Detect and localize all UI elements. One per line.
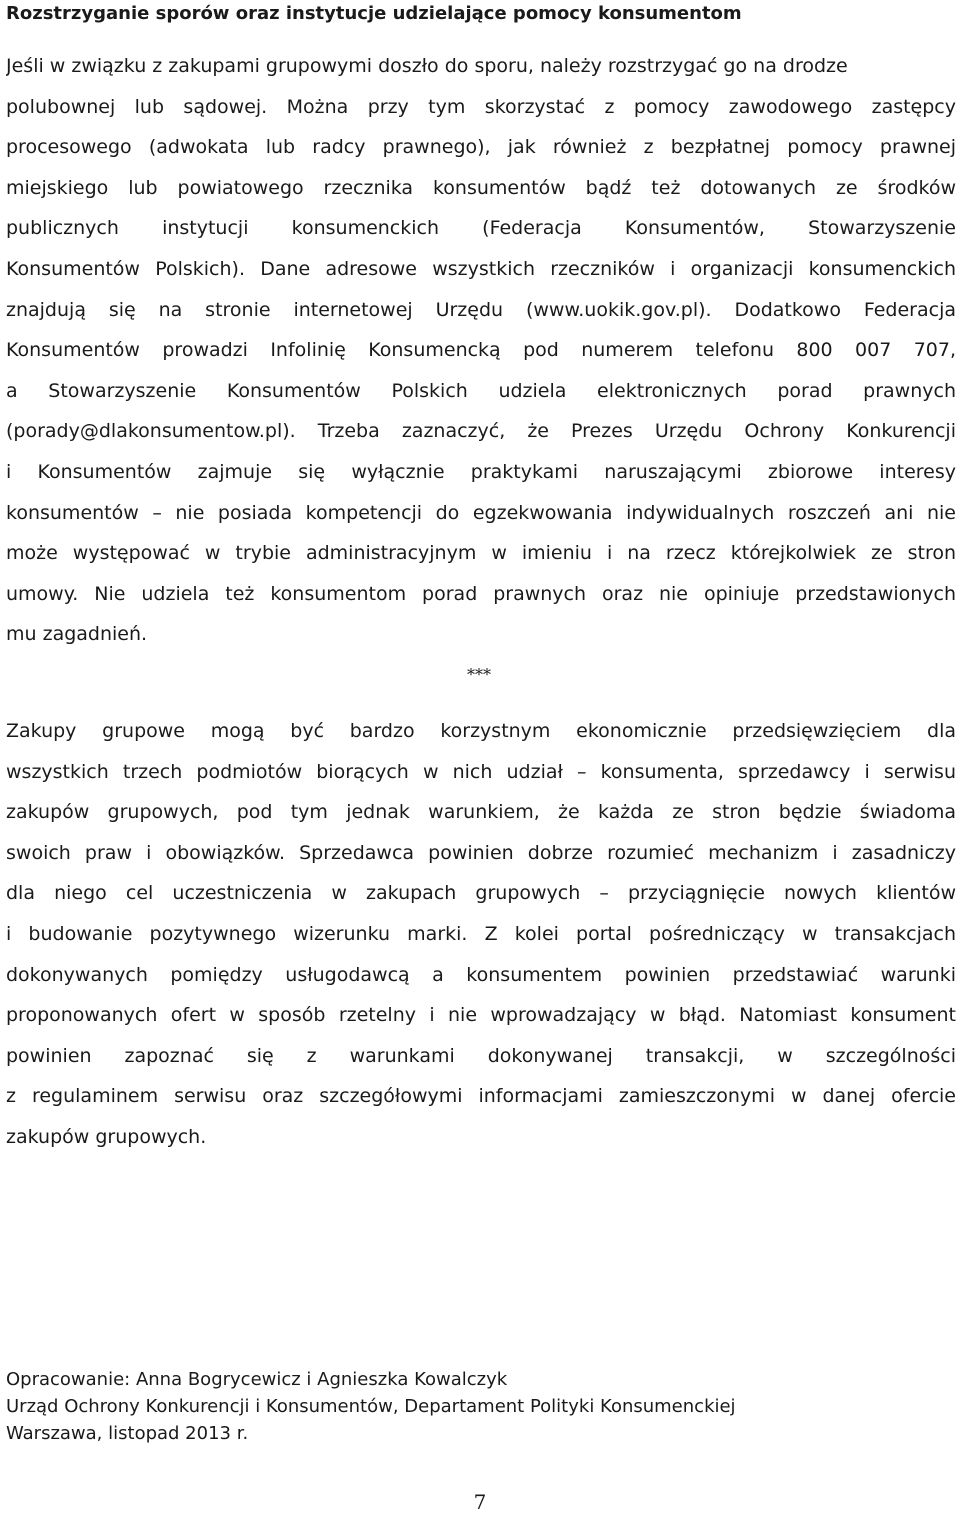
footer-author: Opracowanie: Anna Bogrycewicz i Agnieszka Kowalczyk bbox=[6, 1369, 508, 1390]
paragraph-line: miejskiego lub powiatowego rzecznika konsumentów bądź też dotowanych ze środków bbox=[6, 176, 956, 199]
paragraph-line: a Stowarzyszenie Konsumentów Polskich udziela elektronicznych porad prawnych bbox=[6, 379, 956, 402]
footer-institution: Urząd Ochrony Konkurencji i Konsumentów, Departament Polityki Konsumenckiej bbox=[6, 1396, 736, 1417]
paragraph-dispute-resolution bbox=[6, 46, 956, 655]
paragraph-line: (porady@dlakonsumentow.pl). Trzeba zaznaczyć, że Prezes Urzędu Ochrony Konkurencji bbox=[6, 420, 956, 443]
paragraph-line: Jeśli w związku z zakupami grupowymi doszło do sporu, należy rozstrzygać go na drodze bbox=[6, 55, 848, 77]
paragraph-line: zakupów grupowych, pod tym jednak warunkiem, że każda ze stron będzie świadoma bbox=[6, 801, 956, 824]
paragraph-line: mu zagadnień. bbox=[6, 623, 148, 646]
section-heading: Rozstrzyganie sporów oraz instytucje udzielające pomocy konsumentom bbox=[6, 3, 742, 24]
paragraph-line: Zakupy grupowe mogą być bardzo korzystnym ekonomicznie przedsięwzięciem dla bbox=[6, 720, 956, 742]
document-footer bbox=[6, 1366, 946, 1447]
paragraph-line: zakupów grupowych. bbox=[6, 1125, 207, 1148]
paragraph-line: Konsumentów Polskich). Dane adresowe wszystkich rzeczników i organizacji konsumenckich bbox=[6, 257, 956, 280]
paragraph-line: Konsumentów prowadzi Infolinię Konsumencką pod numerem telefonu 800 007 707, bbox=[6, 339, 956, 362]
paragraph-line: proponowanych ofert w sposób rzetelny i nie wprowadzający w błąd. Natomiast konsument bbox=[6, 1004, 956, 1027]
paragraph-line: powinien zapoznać się z warunkami dokonywanej transakcji, w szczególności bbox=[6, 1044, 956, 1067]
paragraph-line: i Konsumentów zajmuje się wyłącznie praktykami naruszającymi zbiorowe interesy bbox=[6, 460, 956, 483]
paragraph-line: konsumentów – nie posiada kompetencji do egzekwowania indywidualnych roszczeń ani nie bbox=[6, 501, 956, 524]
paragraph-line: publicznych instytucji konsumenckich (Federacja Konsumentów, Stowarzyszenie bbox=[6, 217, 956, 240]
paragraph-line: procesowego (adwokata lub radcy prawnego), jak również z bezpłatnej pomocy prawnej bbox=[6, 136, 956, 159]
paragraph-line: może występować w trybie administracyjnym w imieniu i na rzecz którejkolwiek ze stron bbox=[6, 542, 956, 565]
paragraph-line: umowy. Nie udziela też konsumentom porad prawnych oraz nie opiniuje przedstawionych bbox=[6, 582, 956, 605]
separator-asterisks: *** bbox=[467, 665, 491, 684]
paragraph-line: polubownej lub sądowej. Można przy tym skorzystać z pomocy zawodowego zastępcy bbox=[6, 95, 956, 118]
section-separator bbox=[0, 665, 960, 685]
paragraph-line: dokonywanych pomiędzy usługodawcą a konsumentem powinien przedstawiać warunki bbox=[6, 963, 956, 986]
page-number: 7 bbox=[473, 1490, 487, 1514]
paragraph-line: wszystkich trzech podmiotów biorących w nich udział – konsumenta, sprzedawcy i serwisu bbox=[6, 760, 956, 783]
paragraph-line: znajdują się na stronie internetowej Urzędu (www.uokik.gov.pl). Dodatkowo Federacja bbox=[6, 298, 956, 321]
paragraph-line: dla niego cel uczestniczenia w zakupach grupowych – przyciągnięcie nowych klientów bbox=[6, 882, 956, 905]
paragraph-line: swoich praw i obowiązków. Sprzedawca powinien dobrze rozumieć mechanizm i zasadniczy bbox=[6, 841, 956, 864]
paragraph-line: i budowanie pozytywnego wizerunku marki. Z kolei portal pośredniczący w transakcjach bbox=[6, 922, 956, 945]
footer-place-date: Warszawa, listopad 2013 r. bbox=[6, 1423, 249, 1444]
paragraph-group-buying bbox=[6, 711, 956, 1158]
paragraph-line: z regulaminem serwisu oraz szczegółowymi informacjami zamieszczonymi w danej ofercie bbox=[6, 1085, 956, 1108]
